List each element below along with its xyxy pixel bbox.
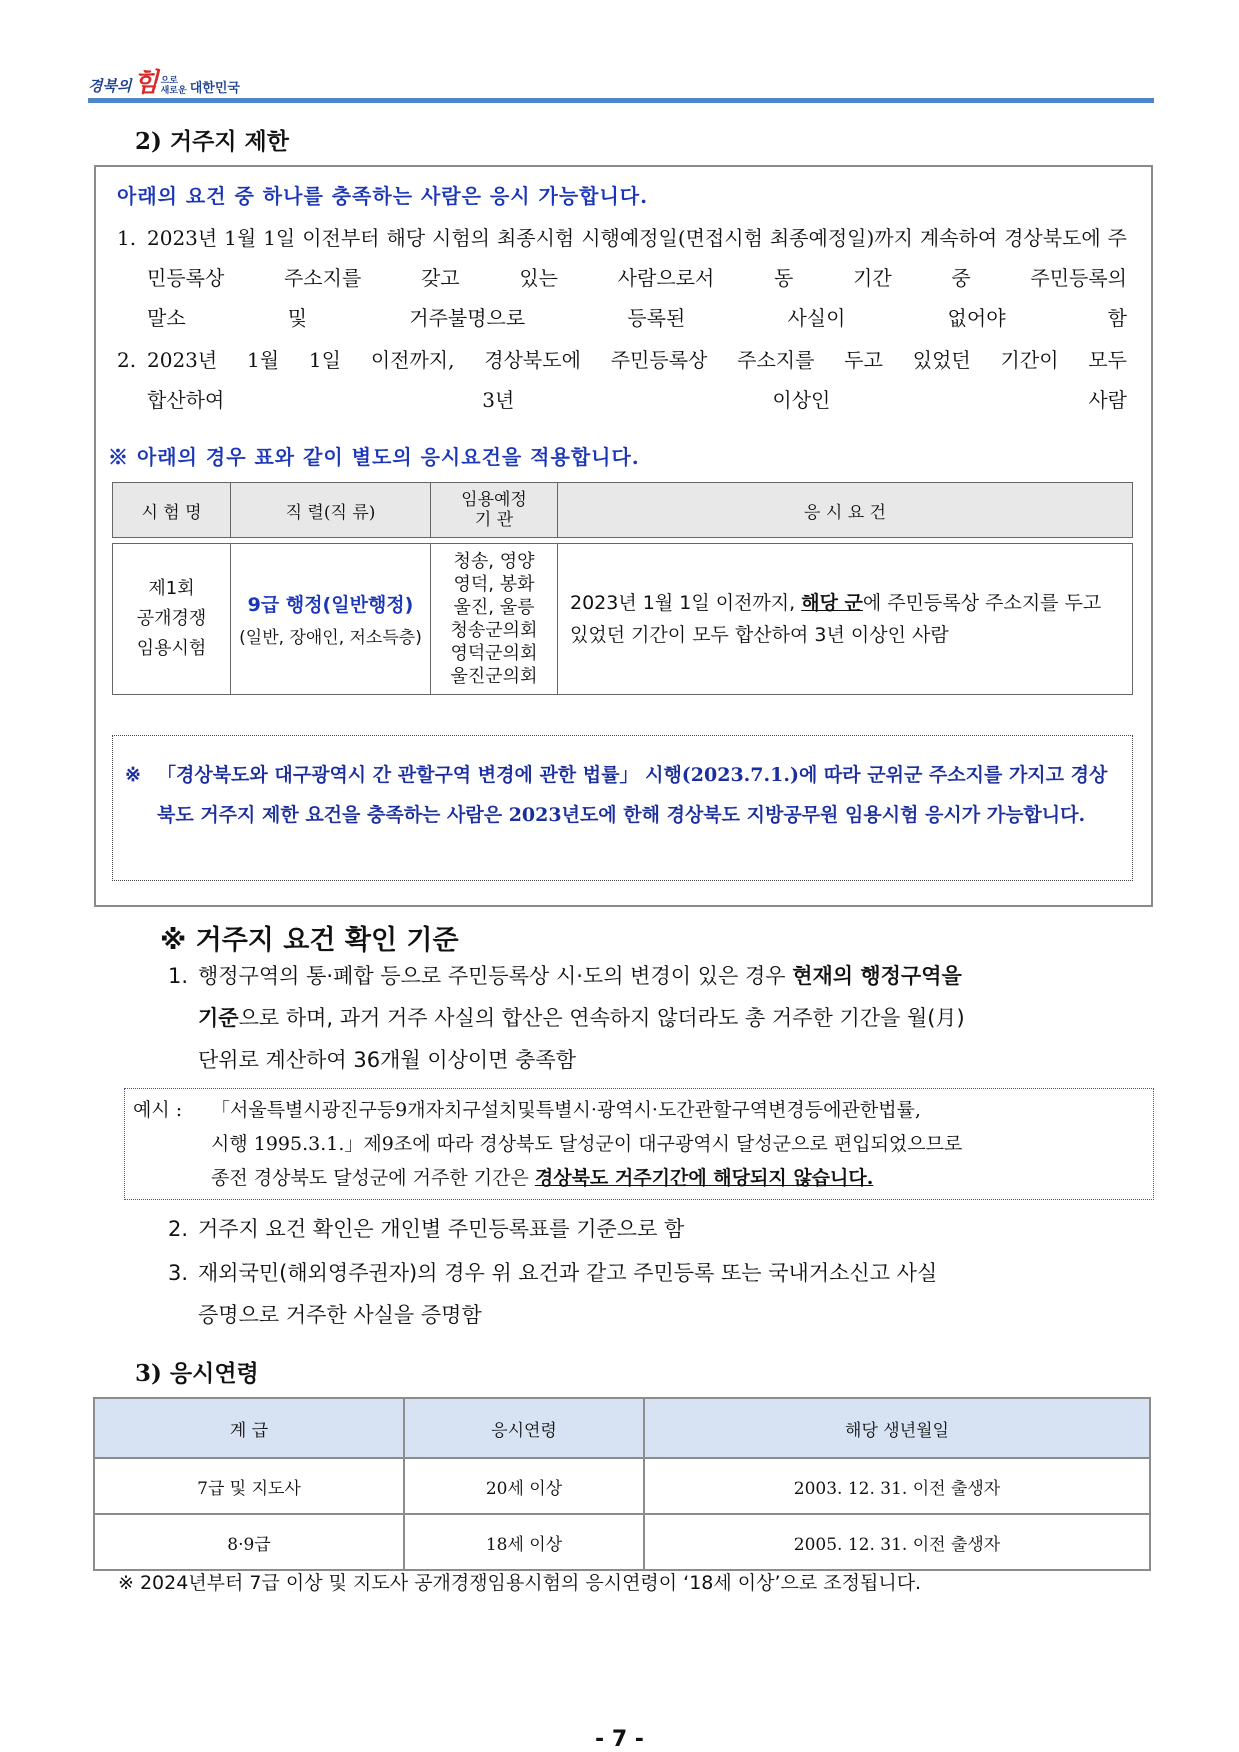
law-note: ※ 「경상북도와 대구광역시 간 관할구역 변경에 관한 법률」 시행(2023.7.1.)에 따라 군위군 주소지를 가지고 경상북도 거주지 제한 요건을 충족하는 사람은 2023년도에 한해 경상북도 지방공무원 임용시험 응시가 가능합니다. [125, 764, 1108, 826]
th-grade-level: 계 급 [94, 1398, 404, 1458]
th-age: 응시연령 [404, 1398, 644, 1458]
header-logo [88, 62, 240, 96]
criteria-item-3: 3. 재외국민(해외영주권자)의 경우 위 요건과 같고 주민등록 또는 국내거소신고 사실 증명으로 거주한 사실을 증명함 [168, 1261, 938, 1327]
criteria-title: ※ 거주지 요건 확인 기준 [160, 925, 459, 956]
th-agency: 임용예정 기 관 [431, 483, 558, 538]
residency-intro: 아래의 요건 중 하나를 충족하는 사람은 응시 가능합니다. [117, 184, 649, 208]
table-row: 7급 및 지도사 20세 이상 2003. 12. 31. 이전 출생자 [94, 1458, 1150, 1514]
criteria-item-1: 1. 행정구역의 통·폐합 등으로 주민등록상 시·도의 변경이 있은 경우 현재의 행정구역을 기준으로 하며, 과거 거주 사실의 합산은 연속하지 않더라도 총 거주한 기간을 월(月) 단위로 계산하여 36개월 이상이면 충족함 [168, 964, 965, 1072]
table-row: 8·9급 18세 이상 2005. 12. 31. 이전 출생자 [94, 1514, 1150, 1570]
th-requirement: 응 시 요 건 [558, 483, 1133, 538]
agency-cell: 청송, 영양 영덕, 봉화 울진, 울릉 청송군의회 영덕군의회 울진군의회 [431, 544, 558, 695]
logo-text-2: 대한민국 [189, 81, 240, 96]
section-title-age: 3) 응시연령 [135, 1360, 259, 1387]
residency-item-1: 1. 2023년 1월 1일 이전부터 해당 시험의 최종시험 시행예정일(면접시험 최종예정일)까지 계속하여 경상북도에 주민등록상 주소지를 갖고 있는 사람으로서 동 기간 중 주민등록의 말소 및 거주불명으로 등록된 사실이 없어야 함 [117, 226, 1127, 330]
residency-item-2: 2. 2023년 1월 1일 이전까지, 경상북도에 주민등록상 주소지를 두고 있었던 기간이 모두 합산하여 3년 이상인 사람 [117, 348, 1127, 412]
example-text: 예시 : 「서울특별시광진구등9개자치구설치및특별시·광역시·도간관할구역변경등에관한법률, 시행 1995.3.1.」제9조에 따라 경상북도 달성군이 대구광역시 달성군으로 편입되었으므로 종전 경상북도 달성군에 거주한 기간은 경상북도 거주기간에 해당되지 않습니다. [133, 1099, 963, 1189]
section-title-residency: 2) 거주지 제한 [135, 128, 289, 155]
requirement-cell: 2023년 1월 1일 이전까지, 해당 군에 주민등록상 주소지를 두고 있었던 기간이 모두 합산하여 3년 이상인 사람 [558, 544, 1133, 695]
exam-name-cell: 제1회 공개경쟁 임용시험 [113, 544, 231, 695]
logo-small-text: 으로 새로운 [160, 76, 187, 96]
table-row [113, 544, 1133, 695]
logo-text-1: 경북의 [88, 77, 132, 95]
header-rule [88, 98, 1154, 103]
criteria-item-2: 2. 거주지 요건 확인은 개인별 주민등록표를 기준으로 함 [168, 1217, 685, 1241]
grade-cell: 9급 행정(일반행정) (일반, 장애인, 저소득층) [231, 544, 431, 695]
special-requirement-table [112, 482, 1133, 695]
th-grade: 직 렬(직 류) [231, 483, 431, 538]
age-footnote: ※ 2024년부터 7급 이상 및 지도사 공개경쟁임용시험의 응시연령이 ‘18세 이상’으로 조정됩니다. [118, 1572, 922, 1594]
special-requirement-note: ※ 아래의 경우 표와 같이 별도의 응시요건을 적용합니다. [108, 445, 640, 469]
th-birthdate: 해당 생년월일 [644, 1398, 1150, 1458]
page-number: - 7 - [595, 1727, 644, 1752]
logo-highlight: 힘 [133, 68, 159, 98]
th-exam: 시 험 명 [113, 483, 231, 538]
age-table [93, 1397, 1151, 1571]
